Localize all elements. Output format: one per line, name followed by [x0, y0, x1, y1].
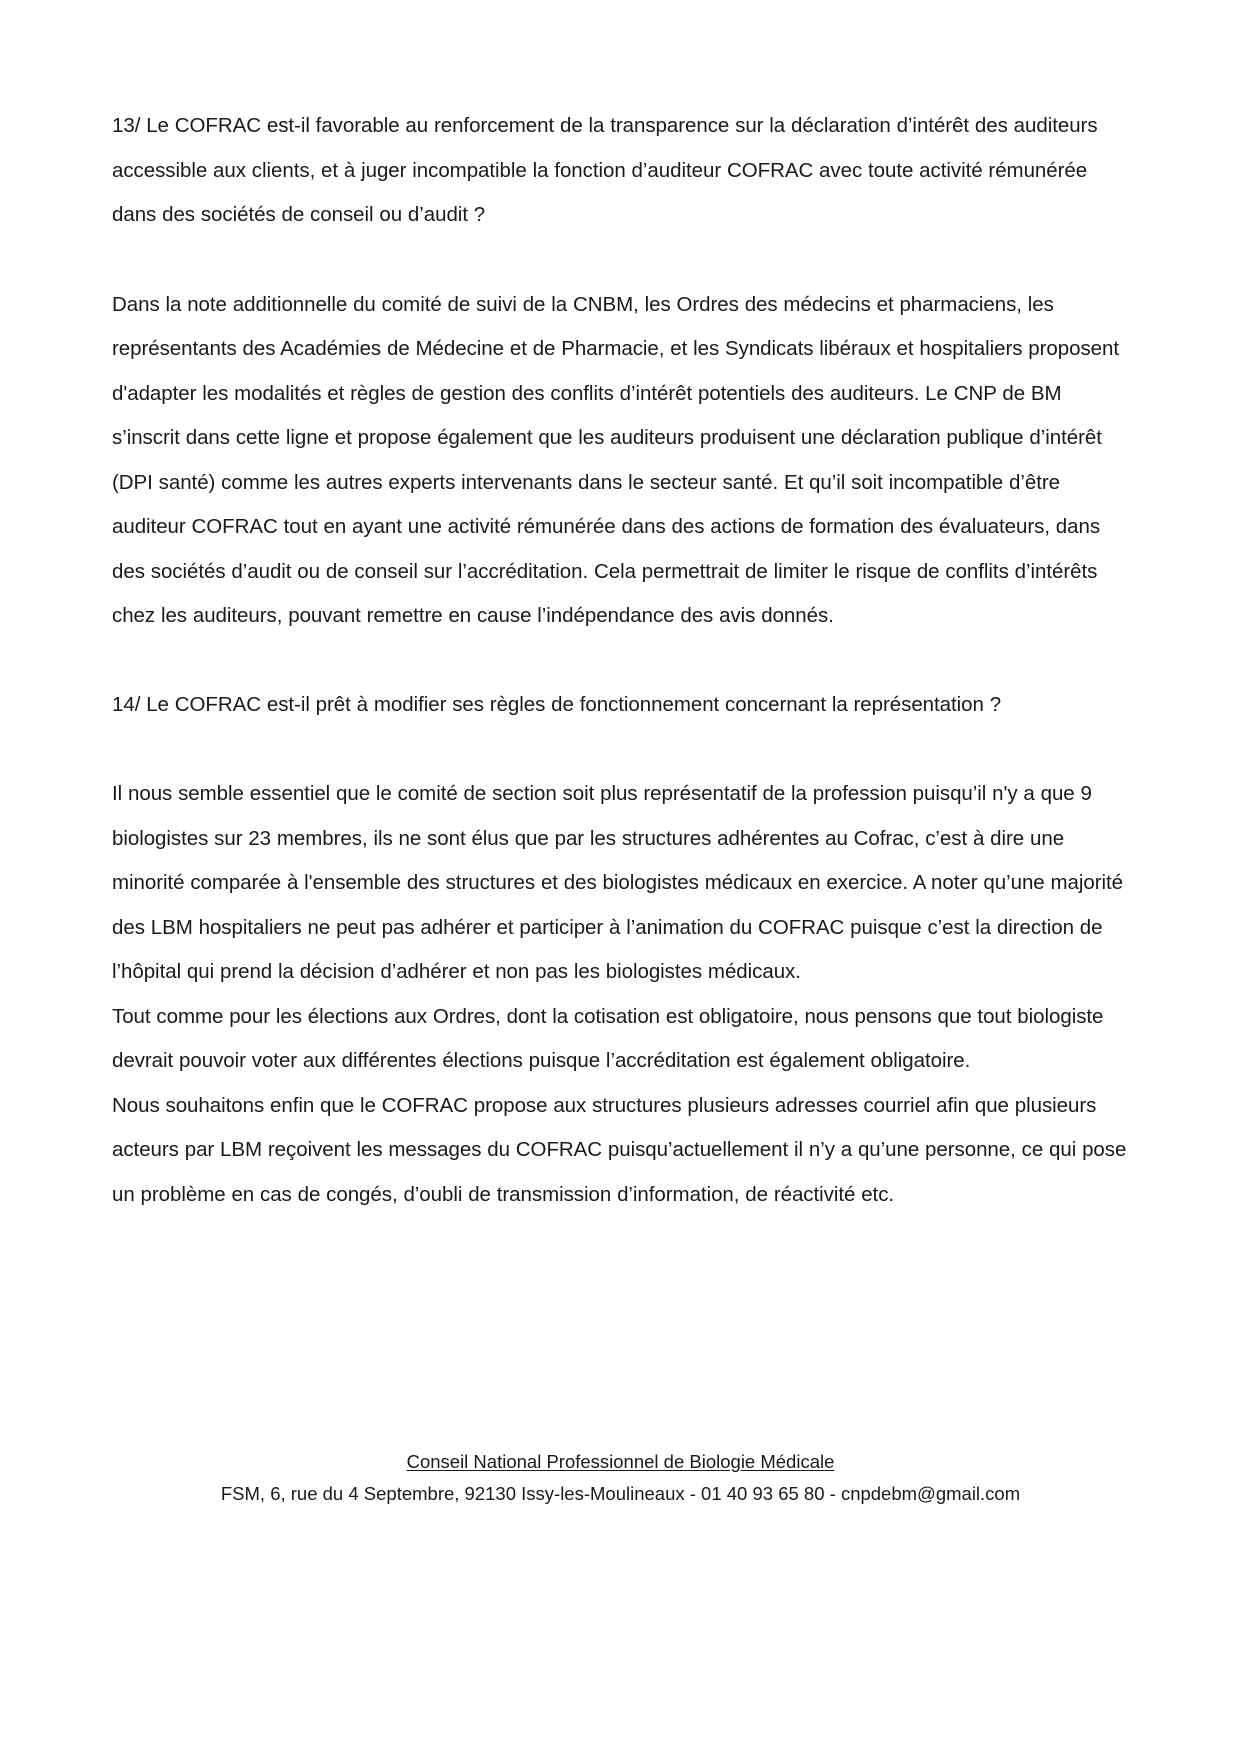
- spacer: [112, 238, 1132, 283]
- footer-organization-name: Conseil National Professionnel de Biologie Médicale: [406, 1451, 835, 1472]
- spacer: [112, 727, 1132, 772]
- footer-contact-details: FSM, 6, rue du 4 Septembre, 92130 Issy-les-Moulineaux - 01 40 93 65 80 - cnpdebm@gmail.com: [220, 1483, 1021, 1504]
- spacer: [112, 639, 1132, 683]
- document-body: [112, 104, 1132, 1217]
- question-14-answer-part-3: Nous souhaitons enfin que le COFRAC propose aux structures plusieurs adresses courriel afin que plusieurs acteurs par LBM reçoivent les messages du COFRAC puisqu’actuellement il n’y a qu’une personne, ce qui pose un problème en cas de congés, d’oubli de transmission d’information, de réactivité etc.: [112, 1093, 1127, 1206]
- question-14-answer-part-2: Tout comme pour les élections aux Ordres, dont la cotisation est obligatoire, nous pensons que tout biologiste devrait pouvoir voter aux différentes élections puisque l’accréditation est également obligatoire.: [112, 1004, 1104, 1072]
- question-13-heading: 13/ Le COFRAC est-il favorable au renforcement de la transparence sur la déclaration d’intérêt des auditeurs accessible aux clients, et à juger incompatible la fonction d’auditeur COFRAC avec toute activité rémunérée dans des sociétés de conseil ou d’audit ?: [112, 114, 1098, 226]
- question-14-answer-part-1: Il nous semble essentiel que le comité de section soit plus représentatif de la profession puisqu’il n'y a que 9 biologistes sur 23 membres, ils ne sont élus que par les structures adhérentes au Cofrac, c’est à dire une minorité comparée à l'ensemble des structures et des biologistes médicaux en exercice. A noter qu’une majorité des LBM hospitaliers ne peut pas adhérer et participer à l’animation du COFRAC puisque c’est la direction de l’hôpital qui prend la décision d’adhérer et non pas les biologistes médicaux.: [112, 782, 1124, 983]
- page-footer: [0, 1449, 1241, 1509]
- question-14-heading: 14/ Le COFRAC est-il prêt à modifier ses règles de fonctionnement concernant la représentation ?: [112, 692, 1002, 716]
- question-13-answer: Dans la note additionnelle du comité de suivi de la CNBM, les Ordres des médecins et pharmaciens, les représentants des Académies de Médecine et de Pharmacie, et les Syndicats libéraux et hospitaliers proposent d'adapter les modalités et règles de gestion des conflits d’intérêt potentiels des auditeurs. Le CNP de BM s’inscrit dans cette ligne et propose également que les auditeurs produisent une déclaration publique d’intérêt (DPI santé) comme les autres experts intervenants dans le secteur santé. Et qu’il soit incompatible d’être auditeur COFRAC tout en ayant une activité rémunérée dans des actions de formation des évaluateurs, dans des sociétés d’audit ou de conseil sur l’accréditation. Cela permettrait de limiter le risque de conflits d’intérêts chez les auditeurs, pouvant remettre en cause l’indépendance des avis donnés.: [112, 292, 1120, 627]
